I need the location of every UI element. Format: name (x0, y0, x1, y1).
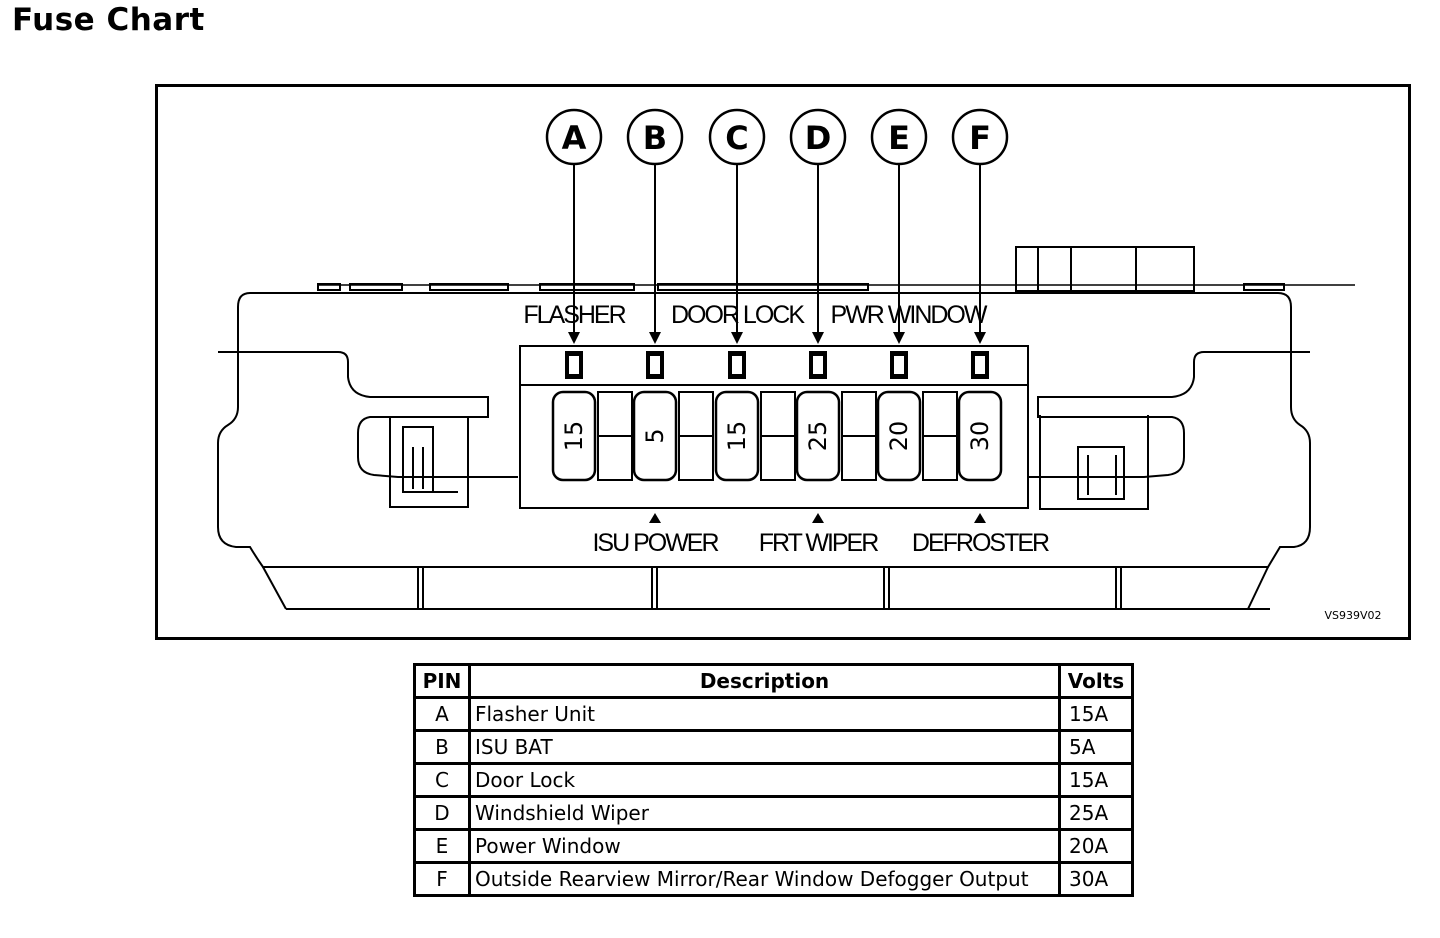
fuse-contact-window (975, 356, 985, 374)
fuse-box-svg (158, 87, 1408, 637)
leader-arrow (568, 332, 580, 344)
fuse-contact-window (650, 356, 660, 374)
leader-arrow (649, 332, 661, 344)
table-row (415, 830, 1133, 863)
pin-cell: D (415, 797, 470, 830)
fuse-rating: 15 (723, 420, 751, 452)
fuse-contact-window (813, 356, 823, 374)
table-row (415, 764, 1133, 797)
pin-marker-letter: A (561, 119, 587, 157)
table-row (415, 731, 1133, 764)
leader-arrow (812, 332, 824, 344)
label-arrow (649, 513, 661, 523)
bottom-label: DEFROSTER (911, 529, 1049, 557)
fuse-rating: 15 (560, 420, 588, 452)
fuse-rating: 30 (966, 420, 994, 452)
volts-cell: 20A (1060, 830, 1133, 863)
pin-cell: A (415, 698, 470, 731)
table-row (415, 863, 1133, 896)
pin-marker-letter: C (725, 119, 749, 157)
label-arrow (812, 513, 824, 523)
fuse-contact-window (569, 356, 579, 374)
bottom-label: FRT WIPER (758, 529, 878, 557)
description-cell: ISU BAT (470, 731, 1060, 764)
table-row (415, 797, 1133, 830)
fuse-rating: 20 (885, 420, 913, 452)
top-label: DOOR LOCK (670, 301, 804, 329)
fuse-rating: 25 (804, 420, 832, 452)
bottom-label: ISU POWER (592, 529, 718, 557)
top-label: FLASHER (523, 301, 625, 329)
figure-code: VS939V02 (1324, 609, 1382, 622)
description-cell: Power Window (470, 830, 1060, 863)
description-cell: Door Lock (470, 764, 1060, 797)
pin-marker-letter: D (804, 119, 832, 157)
header-description: Description (470, 665, 1060, 698)
description-cell: Windshield Wiper (470, 797, 1060, 830)
pin-cell: B (415, 731, 470, 764)
leader-arrow (974, 332, 986, 344)
leader-arrow (893, 332, 905, 344)
fuse-contact-window (732, 356, 742, 374)
fuse-layer (523, 110, 1381, 622)
table-header-row (415, 665, 1133, 698)
pin-marker-letter: E (888, 119, 910, 157)
housing-body (218, 293, 1310, 567)
volts-cell: 30A (1060, 863, 1133, 896)
pin-marker-letter: B (642, 119, 668, 157)
header-pin: PIN (415, 665, 470, 698)
pin-cell: C (415, 764, 470, 797)
volts-cell: 25A (1060, 797, 1133, 830)
description-cell: Flasher Unit (470, 698, 1060, 731)
pin-cell: E (415, 830, 470, 863)
description-cell: Outside Rearview Mirror/Rear Window Defogger Output (470, 863, 1060, 896)
volts-cell: 5A (1060, 731, 1133, 764)
fuse-box-diagram (155, 84, 1411, 640)
pin-cell: F (415, 863, 470, 896)
fuse-contact-window (894, 356, 904, 374)
header-volts: Volts (1060, 665, 1133, 698)
pin-marker-letter: F (969, 119, 991, 157)
fuse-rating: 5 (641, 428, 669, 444)
volts-cell: 15A (1060, 764, 1133, 797)
page-title: Fuse Chart (12, 2, 205, 38)
table-row (415, 698, 1133, 731)
fuse-table (413, 663, 1134, 897)
label-arrow (974, 513, 986, 523)
volts-cell: 15A (1060, 698, 1133, 731)
top-label: PWR WINDOW (830, 301, 986, 329)
leader-arrow (731, 332, 743, 344)
